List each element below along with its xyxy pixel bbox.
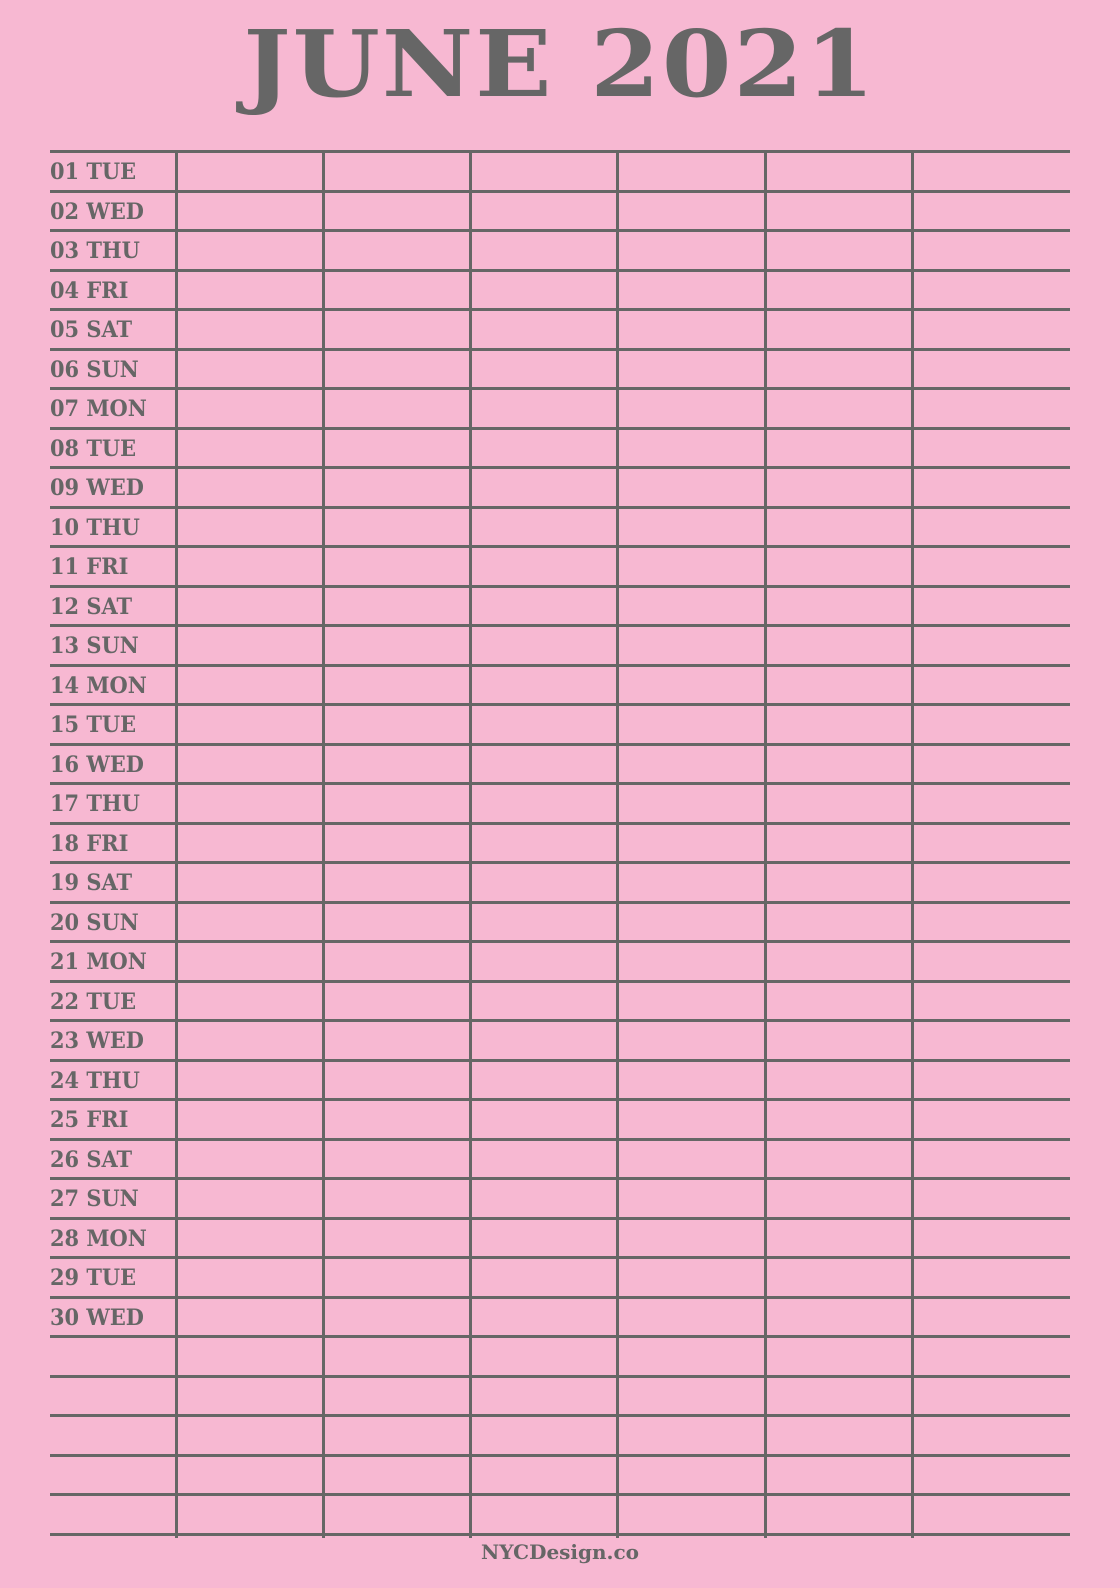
day-label: 14 MON xyxy=(50,672,147,699)
row-divider xyxy=(50,506,1070,509)
row-divider xyxy=(50,1059,1070,1062)
row-divider xyxy=(50,308,1070,311)
row-divider xyxy=(50,427,1070,430)
row-divider xyxy=(50,624,1070,627)
column-divider xyxy=(911,150,914,1538)
column-divider xyxy=(322,150,325,1538)
planner-grid xyxy=(50,150,1070,1538)
day-label: 06 SUN xyxy=(50,356,139,383)
row-divider xyxy=(50,1533,1070,1536)
row-divider xyxy=(50,664,1070,667)
day-label: 21 MON xyxy=(50,949,147,975)
day-label: 04 FRI xyxy=(50,277,129,304)
row-divider xyxy=(50,782,1070,785)
row-divider xyxy=(50,1414,1070,1417)
page-title: JUNE 2021 xyxy=(243,9,877,119)
day-label: 01 TUE xyxy=(50,159,137,185)
day-label: 30 WED xyxy=(50,1304,144,1331)
row-divider xyxy=(50,1217,1070,1220)
row-divider xyxy=(50,466,1070,469)
row-divider xyxy=(50,1177,1070,1180)
row-divider xyxy=(50,703,1070,706)
row-divider xyxy=(50,545,1070,548)
day-label: 05 SAT xyxy=(50,317,133,343)
day-label: 08 TUE xyxy=(50,435,137,462)
day-label: 22 TUE xyxy=(50,988,137,1015)
column-divider xyxy=(175,150,178,1538)
day-label: 28 MON xyxy=(50,1225,147,1252)
row-divider xyxy=(50,348,1070,351)
row-divider xyxy=(50,1138,1070,1141)
column-divider xyxy=(764,150,767,1538)
column-divider xyxy=(469,150,472,1538)
row-divider xyxy=(50,269,1070,272)
day-label: 17 THU xyxy=(50,791,140,817)
row-divider xyxy=(50,1296,1070,1299)
column-divider xyxy=(616,150,619,1538)
day-label: 10 THU xyxy=(50,514,140,541)
row-divider xyxy=(50,150,1070,153)
row-divider xyxy=(50,1256,1070,1259)
row-divider xyxy=(50,822,1070,825)
footer-credit: NYCDesign.co xyxy=(480,1540,640,1564)
day-label: 11 FRI xyxy=(50,554,129,580)
row-divider xyxy=(50,901,1070,904)
day-label: 13 SUN xyxy=(50,633,139,659)
day-label: 15 TUE xyxy=(50,712,137,738)
day-label: 25 FRI xyxy=(50,1107,129,1133)
row-divider xyxy=(50,743,1070,746)
day-label: 19 SAT xyxy=(50,870,133,896)
day-label: 20 SUN xyxy=(50,909,139,936)
row-divider xyxy=(50,861,1070,864)
day-label: 24 THU xyxy=(50,1067,140,1094)
day-label: 27 SUN xyxy=(50,1186,139,1212)
day-label: 07 MON xyxy=(50,396,147,422)
day-label: 02 WED xyxy=(50,198,144,225)
row-divider xyxy=(50,1493,1070,1496)
row-divider xyxy=(50,1454,1070,1457)
row-divider xyxy=(50,1375,1070,1378)
row-divider xyxy=(50,387,1070,390)
day-label: 29 TUE xyxy=(50,1265,137,1291)
day-label: 23 WED xyxy=(50,1028,144,1054)
row-divider xyxy=(50,585,1070,588)
day-label: 09 WED xyxy=(50,475,144,501)
day-label: 12 SAT xyxy=(50,593,133,620)
day-label: 03 THU xyxy=(50,238,140,264)
row-divider xyxy=(50,1335,1070,1338)
day-label: 18 FRI xyxy=(50,830,129,857)
day-label: 26 SAT xyxy=(50,1146,133,1173)
row-divider xyxy=(50,1098,1070,1101)
day-label: 16 WED xyxy=(50,751,144,778)
row-divider xyxy=(50,940,1070,943)
row-divider xyxy=(50,190,1070,193)
row-divider xyxy=(50,980,1070,983)
row-divider xyxy=(50,1019,1070,1022)
row-divider xyxy=(50,229,1070,232)
